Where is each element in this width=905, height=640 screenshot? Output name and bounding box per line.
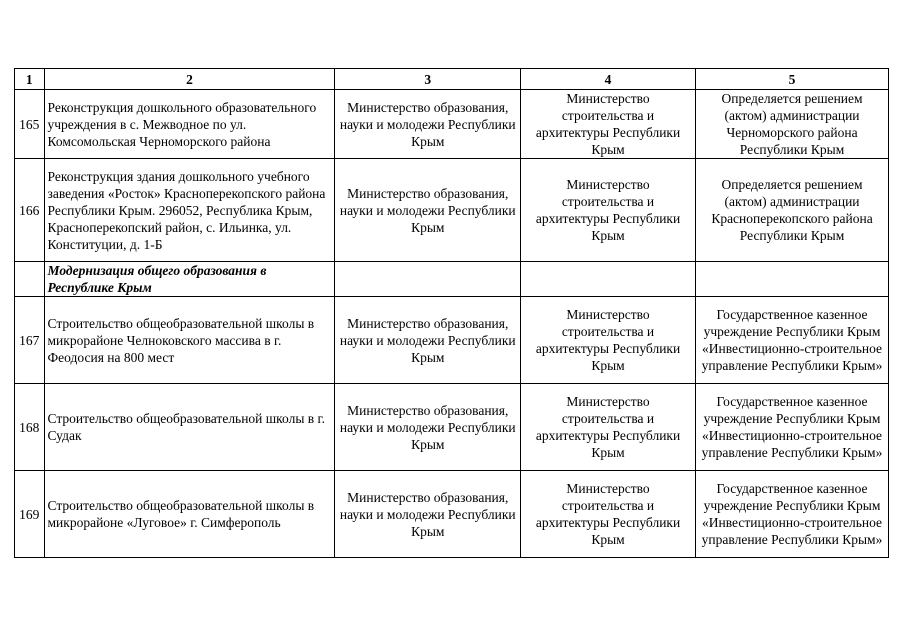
operator: Государственное казенное учреждение Республики Крым «Инвестиционно-строительное управление Республики Крым» xyxy=(696,297,889,384)
column-header-5: 5 xyxy=(696,69,889,90)
row-number: 165 xyxy=(15,90,45,159)
operator: Определяется решением (актом) администрации Черноморского района Республики Крым xyxy=(696,90,889,159)
section-number-cell xyxy=(15,262,45,297)
state-customer: Министерство образования, науки и молодежи Республики Крым xyxy=(335,90,521,159)
section-empty-cell xyxy=(521,262,696,297)
object-name: Строительство общеобразовательной школы в г. Судак xyxy=(44,384,335,471)
developer: Министерство строительства и архитектуры Республики Крым xyxy=(521,90,696,159)
column-header-4: 4 xyxy=(521,69,696,90)
section-empty-cell xyxy=(335,262,521,297)
section-title: Модернизация общего образования в Республике Крым xyxy=(44,262,335,297)
operator: Государственное казенное учреждение Республики Крым «Инвестиционно-строительное управление Республики Крым» xyxy=(696,384,889,471)
developer: Министерство строительства и архитектуры Республики Крым xyxy=(521,471,696,558)
operator: Определяется решением (актом) администрации Красноперекопского района Республики Крым xyxy=(696,159,889,262)
object-name: Реконструкция здания дошкольного учебного заведения «Росток» Красноперекопского района Республики Крым. 296052, Республика Крым, Красноперекопский район, с. Ильинка, ул. Конституции, д. 1-Б xyxy=(44,159,335,262)
table-row xyxy=(15,159,889,262)
object-name: Строительство общеобразовательной школы в микрорайоне «Луговое» г. Симферополь xyxy=(44,471,335,558)
object-name: Реконструкция дошкольного образовательного учреждения в с. Межводное по ул. Комсомольская Черноморского района xyxy=(44,90,335,159)
developer: Министерство строительства и архитектуры Республики Крым xyxy=(521,159,696,262)
table-row xyxy=(15,384,889,471)
row-number: 168 xyxy=(15,384,45,471)
developer: Министерство строительства и архитектуры Республики Крым xyxy=(521,384,696,471)
row-number: 169 xyxy=(15,471,45,558)
table-row xyxy=(15,297,889,384)
row-number: 167 xyxy=(15,297,45,384)
column-header-2: 2 xyxy=(44,69,335,90)
state-customer: Министерство образования, науки и молодежи Республики Крым xyxy=(335,297,521,384)
column-header-3: 3 xyxy=(335,69,521,90)
column-header-1: 1 xyxy=(15,69,45,90)
objects-table xyxy=(14,68,889,558)
section-row xyxy=(15,262,889,297)
object-name: Строительство общеобразовательной школы в микрорайоне Челноковского массива в г. Феодосия на 800 мест xyxy=(44,297,335,384)
row-number: 166 xyxy=(15,159,45,262)
table-header-row xyxy=(15,69,889,90)
state-customer: Министерство образования, науки и молодежи Республики Крым xyxy=(335,159,521,262)
section-empty-cell xyxy=(696,262,889,297)
state-customer: Министерство образования, науки и молодежи Республики Крым xyxy=(335,384,521,471)
operator: Государственное казенное учреждение Республики Крым «Инвестиционно-строительное управление Республики Крым» xyxy=(696,471,889,558)
table-row xyxy=(15,90,889,159)
table-row xyxy=(15,471,889,558)
state-customer: Министерство образования, науки и молодежи Республики Крым xyxy=(335,471,521,558)
developer: Министерство строительства и архитектуры Республики Крым xyxy=(521,297,696,384)
